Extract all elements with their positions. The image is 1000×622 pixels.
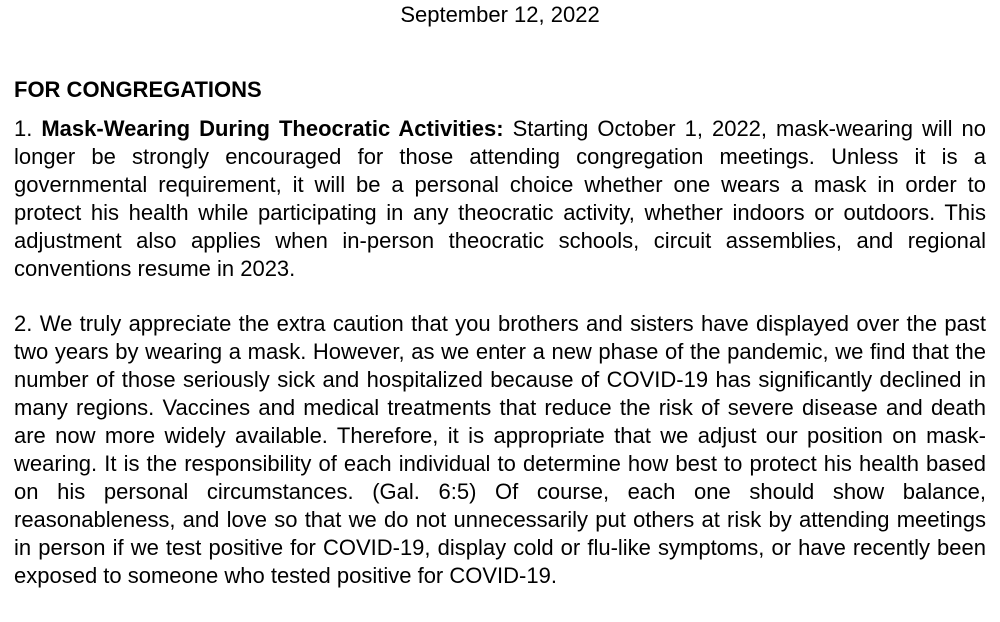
paragraph-2 (14, 310, 986, 590)
paragraph-1-title: Mask-Wearing During Theocratic Activities: (41, 116, 504, 141)
document-date: September 12, 2022 (400, 2, 600, 27)
paragraph-1-text: Starting October 1, 2022, mask-wearing will no longer be strongly encouraged for those attending congregation meetings. Unless it is a governmental requirement, it will be a personal choice whether one wears a mask in order to protect his health while participating in any theocratic activity, whether indoors or outdoors. This adjustment also applies when in-person theocratic schools, circuit assemblies, and regional conventions resume in 2023. (14, 116, 986, 281)
document-page (14, 0, 986, 590)
paragraph-1 (14, 115, 986, 283)
section-heading: FOR CONGREGATIONS (14, 77, 262, 102)
paragraph-2-text: We truly appreciate the extra caution that you brothers and sisters have displayed over the past two years by wearing a mask. However, as we enter a new phase of the pandemic, we find that the number of those seriously sick and hospitalized because of COVID-19 has significantly declined in many regions. Vaccines and medical treatments that reduce the risk of severe disease and death are now more widely available. Therefore, it is appropriate that we adjust our position on mask-wearing. It is the responsibility of each individual to determine how best to protect his health based on his personal circumstances. (Gal. 6:5) Of course, each one should show balance, reasonableness, and love so that we do not unnecessarily put others at risk by attending meetings in person if we test positive for COVID-19, display cold or flu-like symptoms, or have recently been exposed to someone who tested positive for COVID-19. (14, 311, 987, 588)
paragraph-1-number: 1. (14, 116, 33, 141)
paragraph-2-number: 2. (14, 311, 33, 336)
